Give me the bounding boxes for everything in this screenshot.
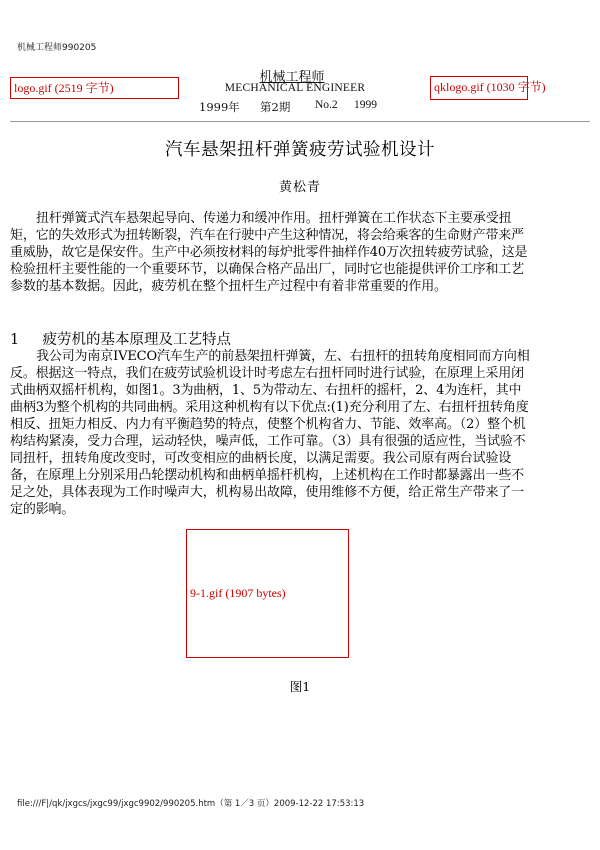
qklogo-image-placeholder: qklogo.gif (1030 字节) (430, 76, 528, 100)
section-number: 1 (10, 332, 20, 348)
issue-line (0, 99, 600, 115)
header-divider (10, 121, 590, 122)
issue-year-label: 1999年 (199, 100, 240, 114)
article-author: 黄松青 (278, 180, 321, 195)
section-title: 疲劳机的基本原理及工艺特点 (42, 332, 231, 348)
section-body-paragraph: 我公司为南京IVECO汽车生产的前悬架扭杆弹簧，左、右扭杆的扭转角度相同而方向相反。根据这一特点，我们在疲劳试验机设计时考虑左右扭杆同时进行试验，在原理上采用闭式曲柄双摇杆机构，如图1。3为曲柄，1、5为带动左、右扭杆的摇杆，2、4为连杆，其中曲柄3为整个机构的共同曲柄。采用这种机构有以下优点:(1)充分利用了左、右扭杆扭转角度相反、扭矩力相反、内力有平衡趋势的特点，使整个机构省力、节能、效率高。（2）整个机构结构紧凑，受力合理，运动轻快，噪声低，工作可靠。（3）具有很强的适应性，当试验不同扭杆，扭转角度改变时，可改变相应的曲柄长度，以满足需要。我公司原有两台试验设备，在原理上分别采用凸轮摆动机构和曲柄单摇杆机构，上述机构在工作时都暴露出一些不足之处，具体表现为工作时噪声大，机构易出故障，使用维修不方便，给正常生产带来了一定的影响。 (10, 349, 530, 517)
issue-number-cn: 第2期 (260, 100, 291, 114)
issue-year: 1999 (354, 99, 377, 111)
print-header: 机械工程师990205 (17, 43, 97, 53)
article-title: 汽车悬架扭杆弹簧疲劳试验机设计 (165, 140, 435, 160)
intro-paragraph: 扭杆弹簧式汽车悬架起导向、传递力和缓冲作用。扭杆弹簧在工作状态下主要承受扭矩，它的失效形式为扭转断裂，汽车在行驶中产生这种情况，将会给乘客的生命财产带来严重威胁，故它是保安件。生产中必须按材料的每炉批零件抽样作40万次扭转疲劳试验，这是检验扭杆主要性能的一个重要环节，以确保合格产品出厂，同时它也能提供评价工序和工艺参数的基本数据。因此，疲劳机在整个扭杆生产过程中有着非常重要的作用。 (10, 211, 528, 294)
figure-image-placeholder: 9-1.gif (1907 bytes) (186, 529, 349, 658)
journal-name-cn: 机械工程师 (259, 70, 325, 85)
section-heading (10, 328, 231, 349)
figure-caption: 图1 (289, 679, 311, 694)
print-footer: file:///F|/qk/jxgcs/jxgc99/jxgc9902/990205.htm（第 1／3 页）2009-12-22 17:53:13 (17, 799, 365, 809)
logo-image-placeholder: logo.gif (2519 字节) (10, 77, 179, 99)
issue-number-en: No.2 (315, 99, 338, 111)
journal-name-en: MECHANICAL ENGINEER (224, 82, 366, 94)
